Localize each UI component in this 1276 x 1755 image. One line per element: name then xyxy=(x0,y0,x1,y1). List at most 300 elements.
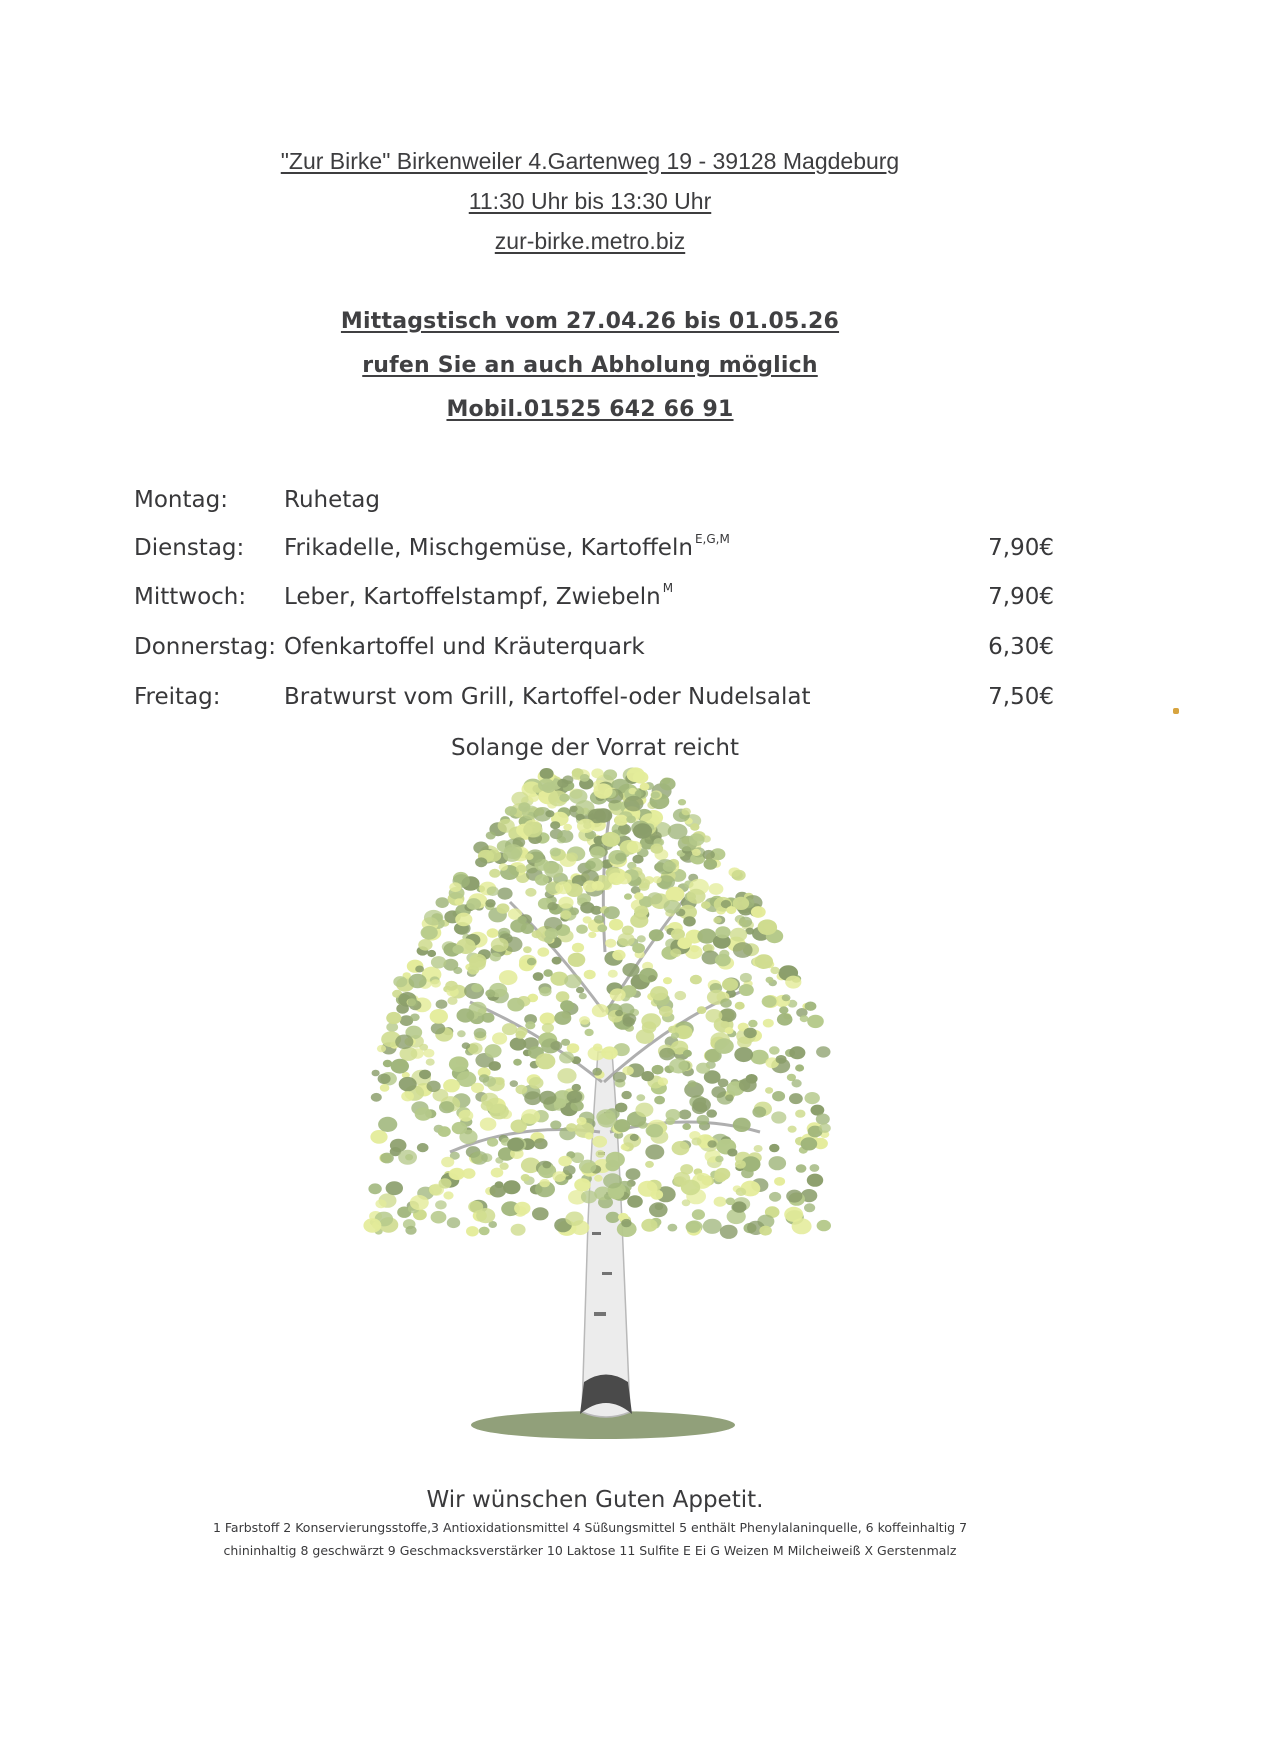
leaf-cluster xyxy=(618,933,635,947)
leaf-cluster xyxy=(475,857,487,867)
leaf-cluster xyxy=(585,1029,594,1036)
leaf-cluster xyxy=(576,925,588,934)
leaf-cluster xyxy=(645,1144,664,1159)
leaf-cluster xyxy=(606,1152,625,1167)
menu-price: 7,90€ xyxy=(988,535,1054,561)
leaf-cluster xyxy=(580,774,590,782)
leaf-cluster xyxy=(557,830,573,843)
leaf-cluster xyxy=(593,783,612,798)
leaf-cluster xyxy=(565,1212,583,1226)
leaf-cluster xyxy=(579,1016,590,1025)
leaf-cluster xyxy=(668,824,688,840)
allergen-codes: M xyxy=(662,581,674,596)
leaf-cluster xyxy=(735,1160,746,1169)
leaf-cluster xyxy=(372,1070,380,1077)
dish-text: Leber, Kartoffelstampf, Zwiebeln xyxy=(284,584,661,610)
leaf-cluster xyxy=(726,906,736,914)
leaf-cluster xyxy=(574,1178,591,1191)
leaf-cluster xyxy=(688,1080,697,1087)
leaf-cluster xyxy=(449,1168,463,1179)
leaf-cluster xyxy=(737,1037,752,1049)
leaf-cluster xyxy=(804,1203,815,1212)
leaf-cluster xyxy=(490,953,501,962)
leaf-cluster xyxy=(557,1068,576,1083)
leaf-cluster xyxy=(557,779,568,788)
leaf-cluster xyxy=(592,881,604,891)
leaf-cluster xyxy=(641,1013,661,1029)
leaf-cluster xyxy=(514,1202,530,1215)
leaf-cluster xyxy=(692,1209,705,1220)
leaf-cluster xyxy=(651,792,660,799)
leaf-cluster xyxy=(713,917,722,924)
allergen-codes: E,G,M xyxy=(694,532,730,547)
leaf-cluster xyxy=(751,906,766,918)
leaf-cluster xyxy=(660,778,676,791)
leaf-cluster xyxy=(627,1195,643,1207)
leaf-cluster xyxy=(539,987,551,997)
leaf-cluster xyxy=(553,1171,566,1182)
leaf-cluster xyxy=(744,1028,757,1039)
menu-row-tuesday xyxy=(134,532,1054,569)
leaf-cluster xyxy=(363,1218,381,1232)
leaf-cluster xyxy=(590,846,606,858)
leaf-cluster xyxy=(690,823,699,830)
leaf-cluster xyxy=(615,853,626,862)
leaf-cluster xyxy=(572,1084,581,1091)
leaf-cluster xyxy=(370,1130,387,1144)
leaf-cluster xyxy=(701,901,711,909)
leaf-cluster xyxy=(776,1055,787,1064)
leaf-cluster xyxy=(552,957,562,965)
leaf-cluster xyxy=(523,946,532,953)
leaf-cluster xyxy=(453,967,462,974)
leaf-cluster xyxy=(487,1138,498,1147)
supply-note: Solange der Vorrat reicht xyxy=(451,735,739,761)
leaf-cluster xyxy=(525,1021,535,1029)
leaf-cluster xyxy=(594,1175,603,1182)
leaf-cluster xyxy=(597,924,607,932)
menu-row-monday xyxy=(134,487,1054,521)
leaf-cluster xyxy=(378,1117,397,1132)
leaf-cluster xyxy=(663,861,677,872)
leaf-cluster xyxy=(658,1078,668,1086)
leaf-cluster xyxy=(510,919,526,932)
leaf-cluster xyxy=(777,1013,793,1025)
leaf-cluster xyxy=(807,1015,824,1028)
menu-day: Dienstag: xyxy=(134,535,245,561)
leaf-cluster xyxy=(539,1091,556,1105)
leaf-cluster xyxy=(579,993,587,999)
menu-dish xyxy=(284,532,730,561)
website-link[interactable]: zur-birke.metro.biz xyxy=(494,228,686,254)
leaf-cluster xyxy=(774,1177,785,1186)
leaf-cluster xyxy=(730,928,747,942)
leaf-cluster xyxy=(679,1110,692,1120)
leaf-cluster xyxy=(469,954,486,968)
leaf-cluster xyxy=(663,977,672,984)
leaf-cluster xyxy=(632,855,643,864)
leaf-cluster xyxy=(521,1109,540,1124)
leaf-cluster xyxy=(740,973,752,983)
leaf-cluster xyxy=(563,824,572,831)
leaf-cluster xyxy=(622,963,639,977)
leaf-cluster xyxy=(527,958,536,966)
leaf-cluster xyxy=(489,869,500,878)
leaf-cluster xyxy=(636,1094,645,1101)
leaf-cluster xyxy=(572,943,584,953)
leaf-cluster xyxy=(763,1019,774,1028)
menu-dish xyxy=(284,581,674,610)
leaf-cluster xyxy=(516,1085,528,1095)
closing-greeting: Wir wünschen Guten Appetit. xyxy=(426,1487,764,1513)
leaf-cluster xyxy=(714,1197,727,1207)
leaf-cluster xyxy=(399,1077,417,1091)
leaf-cluster xyxy=(714,1038,733,1054)
leaf-cluster xyxy=(666,1109,681,1121)
leaf-cluster xyxy=(779,1006,788,1014)
leaf-cluster xyxy=(419,1070,431,1080)
leaf-cluster xyxy=(630,1134,639,1141)
leaf-cluster xyxy=(733,1118,751,1132)
leaf-cluster xyxy=(739,917,752,928)
leaf-cluster xyxy=(715,1156,723,1163)
leaf-cluster xyxy=(788,1126,797,1133)
leaf-cluster xyxy=(378,1074,391,1084)
leaf-cluster xyxy=(646,1124,663,1137)
leaf-cluster xyxy=(707,1140,716,1148)
leaf-cluster xyxy=(686,1221,701,1233)
leaf-cluster xyxy=(703,850,715,860)
leaf-cluster xyxy=(697,1115,710,1125)
leaf-cluster xyxy=(542,1023,554,1033)
leaf-cluster xyxy=(706,1009,723,1023)
leaf-cluster xyxy=(441,1157,454,1168)
leaf-cluster xyxy=(507,1138,524,1152)
leaf-cluster xyxy=(507,998,524,1012)
leaf-cluster xyxy=(817,1220,831,1231)
leaf-cluster xyxy=(386,1012,401,1024)
leaf-cluster xyxy=(709,883,724,895)
leaf-cluster xyxy=(653,876,662,883)
leaf-cluster xyxy=(550,1120,561,1129)
leaf-cluster xyxy=(668,1224,678,1232)
leaf-cluster xyxy=(471,983,482,992)
leaf-cluster xyxy=(427,1081,441,1092)
leaf-cluster xyxy=(622,1013,636,1024)
leaf-cluster xyxy=(633,823,652,838)
menu-row-friday xyxy=(134,684,1054,718)
leaf-cluster xyxy=(765,1087,773,1094)
leaf-cluster xyxy=(585,1132,594,1139)
leaf-cluster xyxy=(769,1046,780,1054)
leaf-cluster xyxy=(485,899,495,907)
leaf-cluster xyxy=(668,1026,678,1034)
menu-dish: Ruhetag xyxy=(284,487,380,513)
leaf-cluster xyxy=(736,1188,747,1196)
leaf-cluster xyxy=(533,972,544,981)
leaf-cluster xyxy=(456,1057,467,1066)
leaf-cluster xyxy=(380,1153,394,1164)
leaf-cluster xyxy=(603,769,617,780)
leaf-cluster xyxy=(682,1199,691,1206)
leaf-cluster xyxy=(677,937,692,949)
leaf-cluster xyxy=(801,1137,818,1150)
leaf-cluster xyxy=(492,1032,507,1044)
leaf-cluster xyxy=(725,1094,734,1101)
leaf-cluster xyxy=(500,1163,509,1170)
leaf-cluster xyxy=(648,975,656,982)
leaf-cluster xyxy=(752,1106,766,1117)
leaf-cluster xyxy=(692,1138,702,1146)
leaf-cluster xyxy=(455,898,464,905)
leaf-cluster xyxy=(535,874,549,885)
leaf-cluster xyxy=(588,1047,606,1061)
leaf-cluster xyxy=(542,1161,551,1168)
leaf-cluster xyxy=(603,1173,622,1188)
leaf-cluster xyxy=(409,974,427,988)
dish-text: Frikadelle, Mischgemüse, Kartoffeln xyxy=(284,535,693,561)
leaf-cluster xyxy=(559,794,570,802)
allergen-legend-line-1: 1 Farbstoff 2 Konservierungsstoffe,3 Antioxidationsmittel 4 Süßungsmittel 5 enthält Phenylalaninquelle, 6 koffeinhaltig 7 xyxy=(212,1520,968,1535)
leaf-cluster xyxy=(486,832,496,840)
leaf-cluster xyxy=(640,783,650,791)
leaf-cluster xyxy=(431,1211,447,1224)
leaf-cluster xyxy=(564,974,581,988)
menu-day: Montag: xyxy=(134,487,228,513)
leaf-cluster xyxy=(516,865,526,873)
leaf-cluster xyxy=(380,1084,390,1092)
leaf-cluster xyxy=(524,1091,541,1105)
leaf-cluster xyxy=(528,793,539,802)
leaf-cluster xyxy=(650,986,668,1000)
leaf-cluster xyxy=(592,1136,607,1148)
leaf-cluster xyxy=(683,916,696,926)
leaf-cluster xyxy=(621,1219,631,1227)
leaf-cluster xyxy=(452,945,463,954)
leaf-cluster xyxy=(545,810,554,817)
leaf-cluster xyxy=(638,1181,658,1197)
leaf-cluster xyxy=(447,1217,460,1228)
menu-day: Mittwoch: xyxy=(134,584,247,610)
leaf-cluster xyxy=(819,1123,831,1133)
leaf-cluster xyxy=(649,929,664,941)
leaf-cluster xyxy=(666,887,685,902)
leaf-cluster xyxy=(540,768,554,779)
leaf-cluster xyxy=(415,966,424,973)
leaf-cluster xyxy=(605,939,616,948)
leaf-cluster xyxy=(568,953,586,967)
menu-dish: Ofenkartoffel und Kräuterquark xyxy=(284,634,645,660)
leaf-cluster xyxy=(580,902,594,914)
leaf-cluster xyxy=(521,1174,530,1181)
leaf-cluster xyxy=(816,1046,830,1057)
leaf-cluster xyxy=(762,996,777,1008)
leaf-cluster xyxy=(555,881,571,894)
leaf-cluster xyxy=(485,989,495,997)
leaf-cluster xyxy=(748,1020,757,1028)
leaf-cluster xyxy=(601,832,620,847)
leaf-cluster xyxy=(690,975,702,985)
leaf-cluster xyxy=(632,943,645,953)
leaf-cluster xyxy=(447,997,457,1005)
leaf-cluster xyxy=(479,1227,490,1236)
leaf-cluster xyxy=(491,938,509,952)
leaf-cluster xyxy=(634,892,644,900)
leaf-cluster xyxy=(570,806,578,813)
leaf-cluster xyxy=(542,782,555,793)
leaf-cluster xyxy=(554,1011,571,1025)
leaf-cluster xyxy=(503,847,521,862)
leaf-cluster xyxy=(495,1181,504,1188)
leaf-cluster xyxy=(393,976,407,987)
leaf-cluster xyxy=(704,859,718,870)
birch-tree-illustration xyxy=(360,752,840,1442)
leaf-cluster xyxy=(664,900,681,914)
leaf-cluster xyxy=(721,1021,730,1028)
leaf-cluster xyxy=(720,1225,738,1239)
leaf-cluster xyxy=(430,1009,448,1024)
menu-row-thursday xyxy=(134,634,1054,668)
leaf-cluster xyxy=(627,767,645,782)
leaf-cluster xyxy=(789,1093,803,1104)
leaf-cluster xyxy=(391,1059,409,1074)
leaf-cluster xyxy=(673,1176,687,1187)
leaf-cluster xyxy=(584,970,596,980)
leaf-cluster xyxy=(482,1013,495,1023)
leaf-cluster xyxy=(796,1164,807,1173)
leaf-cluster xyxy=(497,903,510,913)
leaf-cluster xyxy=(410,1014,420,1022)
menu-day: Freitag: xyxy=(134,684,221,710)
leaf-cluster xyxy=(567,1091,583,1103)
leaf-cluster xyxy=(754,1145,763,1152)
leaf-cluster xyxy=(439,1178,452,1188)
leaf-cluster xyxy=(614,1119,630,1132)
leaf-cluster xyxy=(612,950,625,961)
leaf-cluster xyxy=(683,1050,692,1057)
leaf-cluster xyxy=(596,1150,606,1158)
leaf-cluster xyxy=(706,1109,717,1117)
leaf-cluster xyxy=(498,819,515,833)
leaf-cluster xyxy=(547,902,558,910)
leaf-cluster xyxy=(608,1186,624,1199)
leaf-cluster xyxy=(588,932,596,938)
leaf-cluster xyxy=(499,970,518,985)
leaf-cluster xyxy=(654,1096,665,1105)
leaf-cluster xyxy=(481,1101,493,1111)
leaf-cluster xyxy=(550,848,561,857)
leaf-cluster xyxy=(543,969,552,977)
leaf-cluster xyxy=(782,994,791,1001)
leaf-cluster xyxy=(807,1174,823,1187)
leaf-cluster xyxy=(466,898,481,910)
leaf-cluster xyxy=(581,1190,597,1203)
leaf-cluster xyxy=(466,1226,479,1236)
leaf-cluster xyxy=(772,1091,785,1101)
leaf-cluster xyxy=(692,849,701,856)
leaf-cluster xyxy=(711,1086,726,1098)
leaf-cluster xyxy=(692,1097,711,1112)
leaf-cluster xyxy=(371,1093,382,1102)
menu-price: 7,50€ xyxy=(988,684,1054,710)
leaf-cluster xyxy=(566,852,578,861)
leaf-cluster xyxy=(525,888,536,897)
leaf-cluster xyxy=(534,1138,548,1149)
leaf-cluster xyxy=(675,991,687,1000)
leaf-cluster xyxy=(609,919,623,931)
leaf-cluster xyxy=(566,1123,577,1132)
leaf-cluster xyxy=(457,1030,466,1037)
leaf-cluster xyxy=(641,1219,657,1232)
leaf-cluster xyxy=(449,882,461,892)
leaf-cluster xyxy=(715,954,731,967)
leaf-cluster xyxy=(559,1052,574,1064)
leaf-cluster xyxy=(771,1111,786,1123)
leaf-cluster xyxy=(770,967,779,974)
leaf-cluster xyxy=(624,796,644,812)
leaf-cluster xyxy=(703,1219,722,1234)
leaf-cluster xyxy=(598,1113,617,1128)
leaf-cluster xyxy=(614,815,628,826)
leaf-cluster xyxy=(377,1045,386,1052)
leaf-cluster xyxy=(715,1168,731,1181)
leaf-cluster xyxy=(513,1059,522,1066)
leaf-cluster xyxy=(395,1035,413,1050)
leaf-cluster xyxy=(561,1039,570,1046)
leaf-cluster xyxy=(621,1091,631,1099)
leaf-cluster xyxy=(499,863,508,870)
leaf-cluster xyxy=(431,956,446,968)
leaf-cluster xyxy=(795,1064,804,1071)
leaf-cluster xyxy=(583,916,592,923)
leaf-cluster xyxy=(569,789,587,804)
leaf-cluster xyxy=(537,947,549,956)
leaf-cluster xyxy=(720,998,732,1007)
menu-period: Mittagstisch vom 27.04.26 bis 01.05.26 xyxy=(340,309,840,334)
leaf-cluster xyxy=(438,1126,451,1137)
leaf-cluster xyxy=(585,861,596,870)
leaf-cluster xyxy=(459,1110,474,1122)
leaf-cluster xyxy=(645,1161,654,1168)
leaf-cluster xyxy=(545,928,559,939)
leaf-cluster xyxy=(426,1059,435,1066)
leaf-cluster xyxy=(443,1079,460,1092)
leaf-cluster xyxy=(697,1006,707,1014)
leaf-cluster xyxy=(626,1168,641,1180)
leaf-cluster xyxy=(591,768,603,778)
leaf-cluster xyxy=(670,948,681,957)
leaf-cluster xyxy=(682,808,691,816)
leaf-cluster xyxy=(532,1207,549,1220)
leaf-cluster xyxy=(615,1103,627,1113)
leaf-cluster xyxy=(431,979,441,987)
leaf-cluster xyxy=(718,1079,729,1088)
leaf-cluster xyxy=(759,1226,772,1236)
leaf-cluster xyxy=(579,1160,596,1174)
leaf-cluster xyxy=(424,910,443,926)
leaf-cluster xyxy=(474,1028,487,1038)
leaf-cluster xyxy=(529,1077,544,1089)
leaf-cluster xyxy=(594,915,605,924)
leaf-cluster xyxy=(560,910,571,919)
leaf-cluster xyxy=(398,1150,417,1165)
leaf-cluster xyxy=(624,893,632,899)
leaf-cluster xyxy=(627,841,642,853)
leaf-cluster xyxy=(733,942,753,958)
leaf-cluster xyxy=(459,1130,477,1145)
leaf-cluster xyxy=(592,1068,602,1076)
leaf-cluster xyxy=(418,939,432,951)
